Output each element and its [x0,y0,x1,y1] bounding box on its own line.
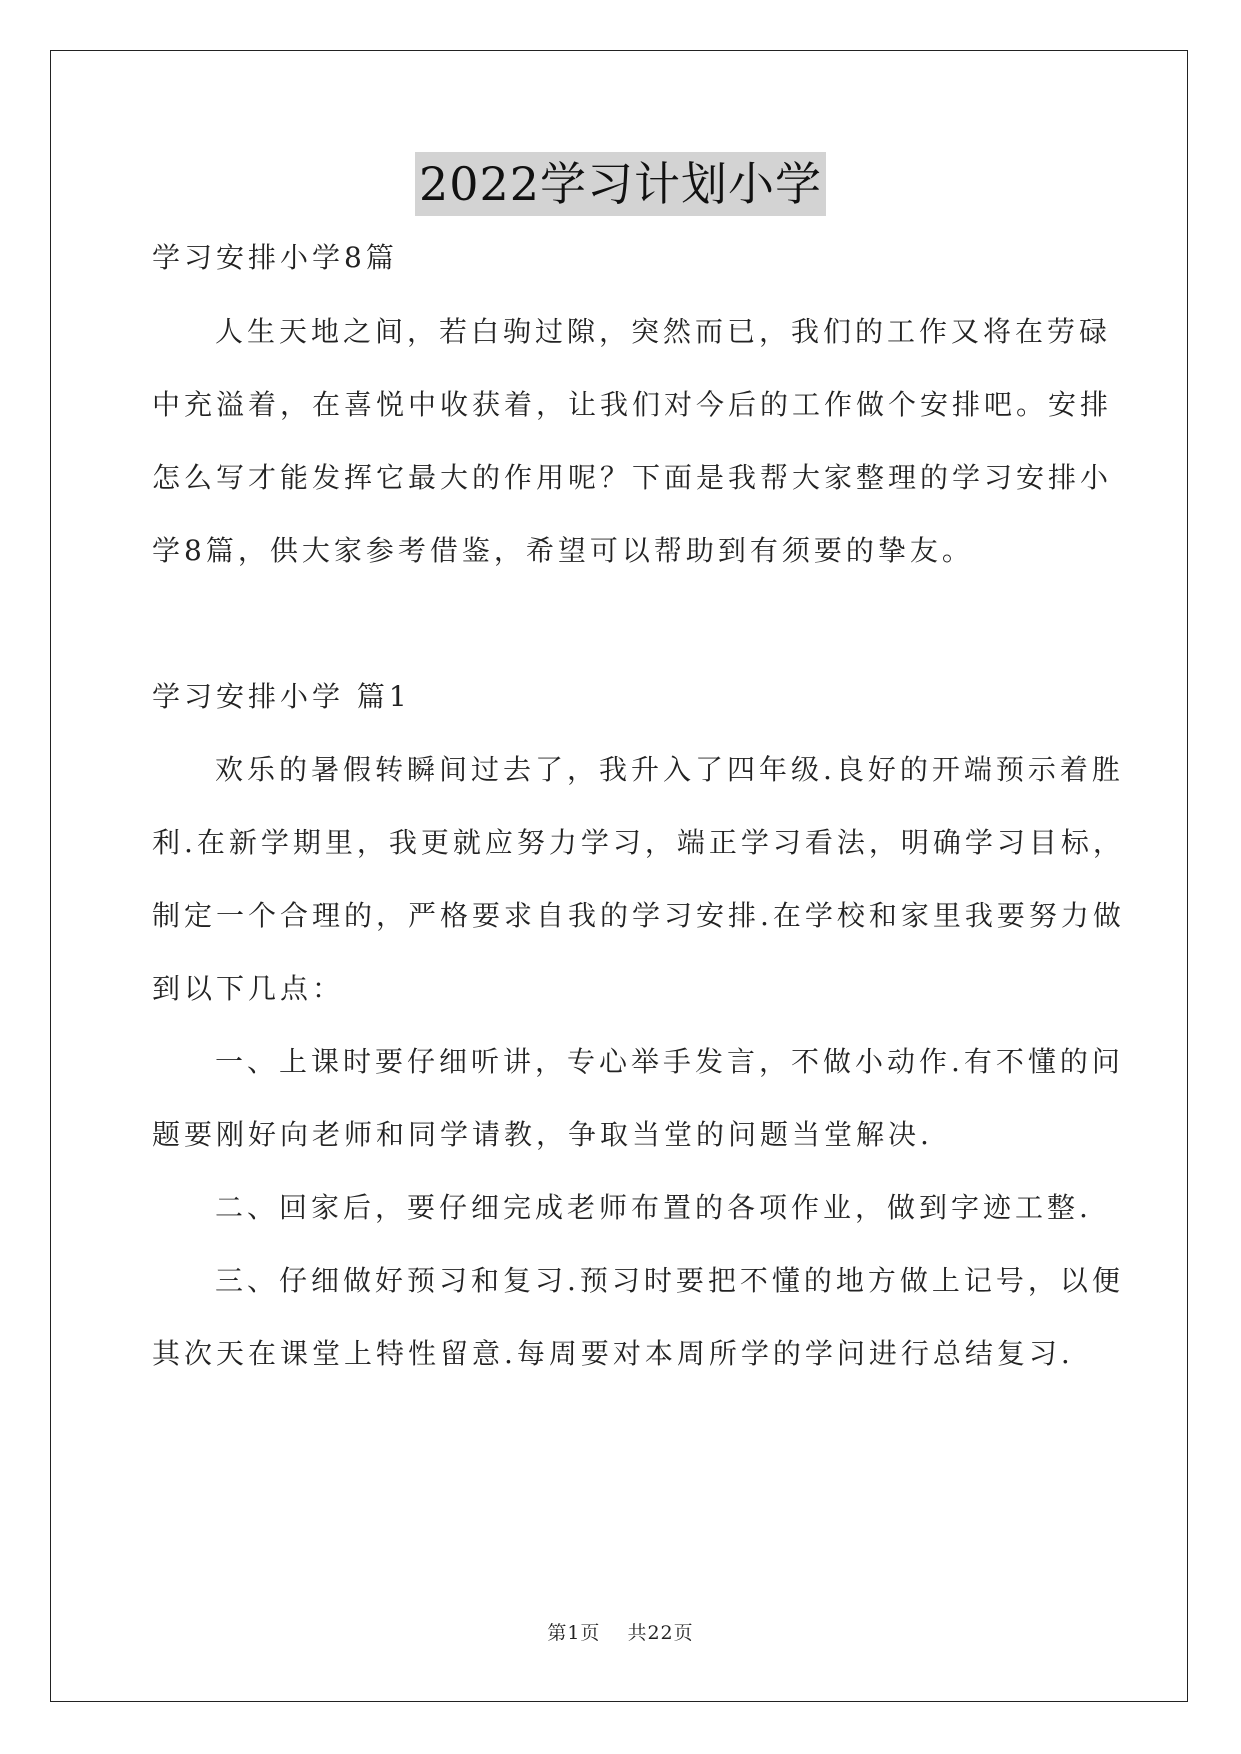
page-footer [0,1618,1241,1645]
paragraph-line: 三、仔细做好预习和复习.预习时要把不懂的地方做上记号，以便 [215,1264,1124,1297]
paragraph-line: 一、上课时要仔细听讲，专心举手发言，不做小动作.有不懂的问 [215,1045,1124,1078]
subtitle: 学习安排小学8篇 [152,241,398,274]
page-border [50,50,1188,1702]
paragraph-line: 欢乐的暑假转瞬间过去了，我升入了四年级.良好的开端预示着胜 [215,753,1124,786]
paragraph-line: 中充溢着，在喜悦中收获着，让我们对今后的工作做个安排吧。安排 [152,388,1113,421]
section-heading: 学习安排小学 篇1 [152,680,411,713]
paragraph-line: 二、回家后，要仔细完成老师布置的各项作业，做到字迹工整. [215,1191,1092,1224]
paragraph-line: 到以下几点： [152,972,345,1005]
paragraph-line: 题要刚好向老师和同学请教，争取当堂的问题当堂解决. [152,1118,933,1151]
paragraph-line: 其次天在课堂上特性留意.每周要对本周所学的学问进行总结复习. [152,1337,1074,1370]
page-number: 第1页 [547,1622,601,1644]
page-total: 共22页 [627,1622,694,1644]
document-title: 2022学习计划小学 [415,152,826,216]
paragraph-line: 怎么写才能发挥它最大的作用呢？下面是我帮大家整理的学习安排小 [152,461,1113,494]
paragraph-line: 学8篇，供大家参考借鉴，希望可以帮助到有须要的挚友。 [152,534,974,567]
paragraph-line: 制定一个合理的，严格要求自我的学习安排.在学校和家里我要努力做 [152,899,1125,932]
paragraph-line: 利.在新学期里，我更就应努力学习，端正学习看法，明确学习目标， [152,826,1125,859]
paragraph-line: 人生天地之间，若白驹过隙，突然而已，我们的工作又将在劳碌 [215,315,1112,348]
title-container [0,152,1241,216]
